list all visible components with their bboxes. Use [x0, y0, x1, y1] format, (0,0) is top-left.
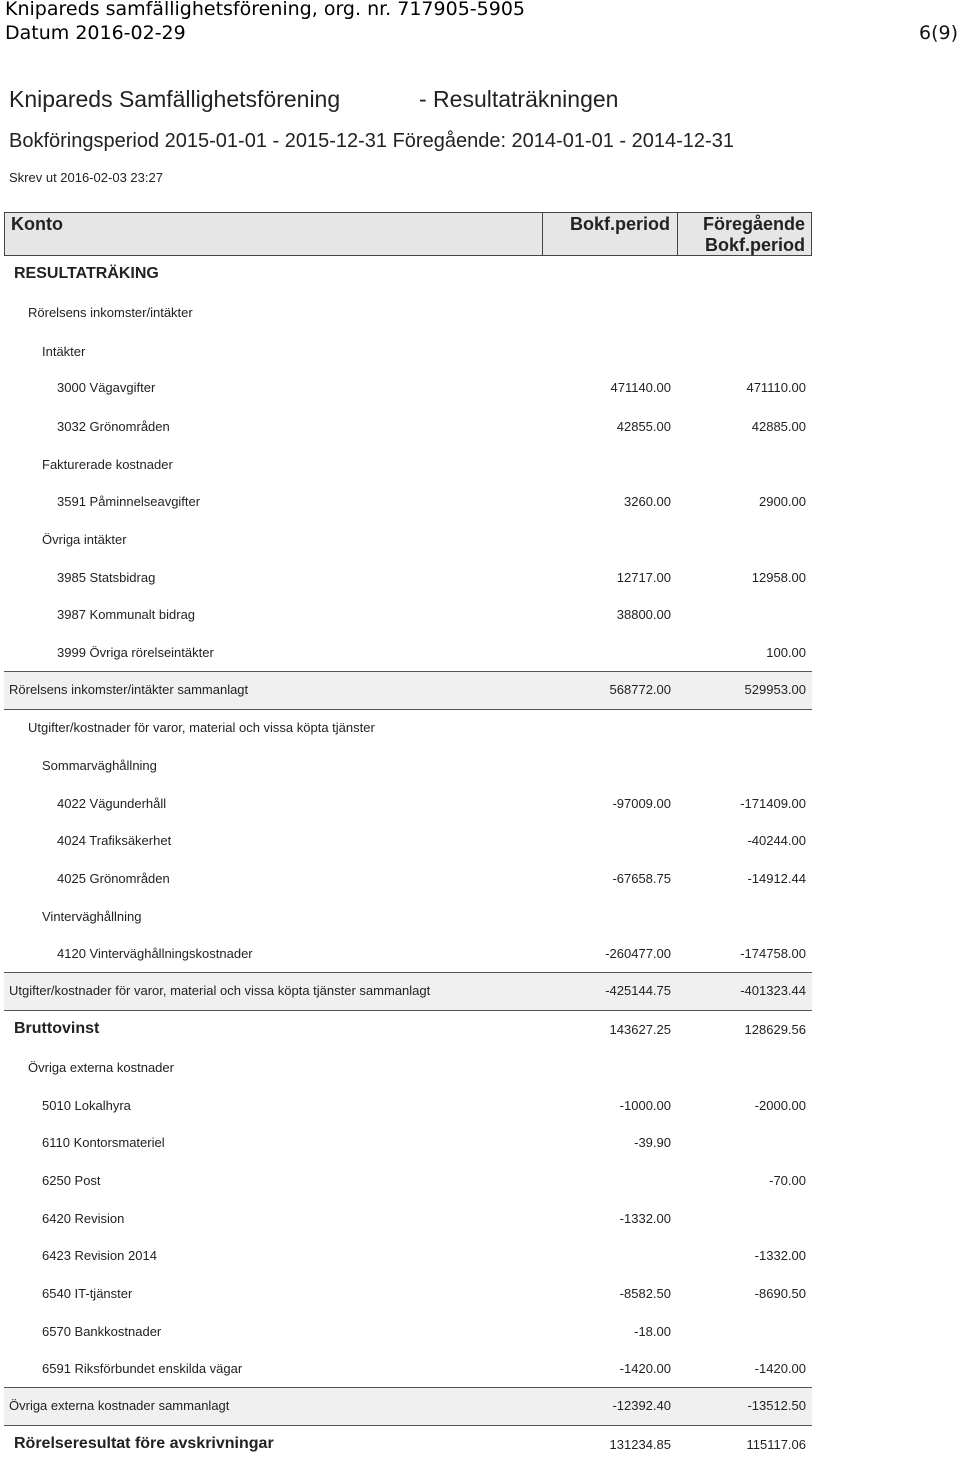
account-row [4, 1321, 812, 1343]
row-label: 4120 Vinterväghållningskostnader [57, 946, 253, 961]
current-period-value: -12392.40 [612, 1398, 671, 1413]
row-label: Övriga externa kostnader [28, 1060, 174, 1075]
row-label: Intäkter [42, 344, 86, 359]
row-label: Rörelsens inkomster/intäkter [28, 305, 193, 320]
account-row [4, 377, 812, 399]
report-printed-date: Skrev ut 2016-02-03 23:27 [9, 170, 163, 185]
previous-period-value: 42885.00 [751, 419, 806, 434]
account-row [4, 943, 812, 965]
subgroup-heading [4, 529, 812, 551]
previous-period-value: -171409.00 [740, 796, 806, 811]
previous-period-value: -2000.00 [754, 1098, 806, 1113]
current-period-value: 131234.85 [609, 1437, 671, 1452]
row-label: 6110 Kontorsmateriel [42, 1135, 165, 1150]
previous-period-value: 128629.56 [744, 1022, 806, 1037]
report-organisation: Knipareds Samfällighetsförening [9, 86, 341, 112]
previous-period-value: -1332.00 [754, 1248, 806, 1263]
group-heading [4, 717, 812, 739]
current-period-value: -67658.75 [612, 871, 671, 886]
row-label: 4024 Trafiksäkerhet [57, 833, 172, 848]
section-heading [4, 264, 812, 286]
current-period-value: -260477.00 [605, 946, 671, 961]
report-period: Bokföringsperiod 2015-01-01 - 2015-12-31 Föregående: 2014-01-01 - 2014-12-31 [9, 130, 734, 152]
row-label: 3591 Påminnelseavgifter [57, 494, 201, 509]
previous-period-value: 12958.00 [751, 570, 806, 585]
group-heading [4, 302, 812, 324]
column-divider [542, 213, 543, 255]
previous-period-value: 115117.06 [746, 1437, 806, 1452]
row-label: 4025 Grönområden [57, 871, 170, 886]
previous-period-value: -401323.44 [740, 983, 806, 998]
row-label: Utgifter/kostnader för varor, material och vissa köpta tjänster [28, 720, 375, 735]
previous-period-value: -40244.00 [747, 833, 806, 848]
previous-period-value: -13512.50 [747, 1398, 806, 1413]
previous-period-value: -174758.00 [740, 946, 806, 961]
column-divider [677, 213, 678, 255]
account-row [4, 1132, 812, 1154]
current-period-value: 3260.00 [624, 494, 671, 509]
document-header-date: Datum 2016-02-29 [5, 22, 186, 44]
previous-period-value: 2900.00 [759, 494, 806, 509]
account-row [4, 1245, 812, 1267]
row-label: 6423 Revision 2014 [42, 1248, 157, 1263]
total-row [4, 1434, 812, 1456]
page-number: 6(9) [918, 22, 958, 44]
row-label: 6570 Bankkostnader [42, 1324, 162, 1339]
row-label: 4022 Vägunderhåll [57, 796, 167, 811]
row-label: Övriga externa kostnader sammanlagt [9, 1398, 230, 1413]
column-previous-line2: Bokf.period [704, 235, 805, 255]
row-label: Bruttovinst [14, 1020, 100, 1037]
report-title: - Resultaträkningen [419, 86, 619, 112]
row-label: 3000 Vägavgifter [57, 380, 156, 395]
current-period-value: -18.00 [634, 1324, 671, 1339]
account-row [4, 793, 812, 815]
row-label: Fakturerade kostnader [42, 457, 173, 472]
column-account: Konto [11, 214, 63, 234]
row-label: 3999 Övriga rörelseintäkter [57, 645, 214, 660]
current-period-value: -425144.75 [605, 983, 671, 998]
current-period-value: -8582.50 [619, 1286, 671, 1301]
current-period-value: 12717.00 [616, 570, 671, 585]
account-row [4, 416, 812, 438]
previous-period-value: -8690.50 [754, 1286, 806, 1301]
document-header-org: Knipareds samfällighetsförening, org. nr. 717905-5905 [5, 0, 525, 20]
account-row [4, 491, 812, 513]
row-label: 5010 Lokalhyra [42, 1098, 131, 1113]
row-label: Sommarväghållning [42, 758, 157, 773]
previous-period-value: -14912.44 [747, 871, 806, 886]
subgroup-heading [4, 755, 812, 777]
row-label: 3032 Grönområden [57, 419, 170, 434]
current-period-value: -97009.00 [612, 796, 671, 811]
column-header [4, 212, 812, 256]
current-period-value: 42855.00 [616, 419, 671, 434]
row-label: Rörelseresultat före avskrivningar [14, 1435, 274, 1452]
subgroup-heading [4, 906, 812, 928]
current-period-value: -1420.00 [619, 1361, 671, 1376]
subgroup-heading [4, 454, 812, 476]
account-row [4, 1283, 812, 1305]
row-label: 6540 IT-tjänster [42, 1286, 133, 1301]
current-period-value: -1332.00 [619, 1211, 671, 1226]
current-period-value: 471140.00 [610, 380, 671, 395]
row-label: 6591 Riksförbundet enskilda vägar [42, 1361, 243, 1376]
previous-period-value: -1420.00 [754, 1361, 806, 1376]
row-label: RESULTATRÄKING [14, 265, 159, 282]
previous-period-value: -70.00 [769, 1173, 806, 1188]
row-label: Vinterväghållning [42, 909, 142, 924]
column-previous-line1: Föregående [702, 214, 805, 234]
column-previous-period [703, 214, 805, 256]
row-label: 6250 Post [42, 1173, 101, 1188]
account-row [4, 1358, 812, 1380]
account-row [4, 1208, 812, 1230]
current-period-value: 568772.00 [609, 682, 671, 697]
previous-period-value: 100.00 [766, 645, 806, 660]
account-row [4, 1095, 812, 1117]
column-current-period: Bokf.period [569, 214, 670, 234]
account-row [4, 1170, 812, 1192]
previous-period-value: 471110.00 [746, 380, 806, 395]
current-period-value: 38800.00 [616, 607, 671, 622]
row-label: 6420 Revision [42, 1211, 125, 1226]
group-heading [4, 1057, 812, 1079]
account-row [4, 567, 812, 589]
row-label: Rörelsens inkomster/intäkter sammanlagt [9, 682, 249, 697]
current-period-value: -1000.00 [619, 1098, 671, 1113]
account-row [4, 868, 812, 890]
account-row [4, 830, 812, 852]
previous-period-value: 529953.00 [744, 682, 806, 697]
current-period-value: 143627.25 [609, 1022, 671, 1037]
row-label: 3985 Statsbidrag [57, 570, 156, 585]
row-label: 3987 Kommunalt bidrag [57, 607, 196, 622]
subtotal-row [4, 972, 812, 1011]
current-period-value: -39.90 [634, 1135, 671, 1150]
account-row [4, 604, 812, 626]
row-label: Utgifter/kostnader för varor, material och vissa köpta tjänster sammanlagt [9, 983, 431, 998]
subgroup-heading [4, 341, 812, 363]
subtotal-row [4, 1387, 812, 1426]
total-row [4, 1019, 812, 1041]
account-row [4, 642, 812, 664]
subtotal-row [4, 671, 812, 710]
row-label: Övriga intäkter [42, 532, 127, 547]
